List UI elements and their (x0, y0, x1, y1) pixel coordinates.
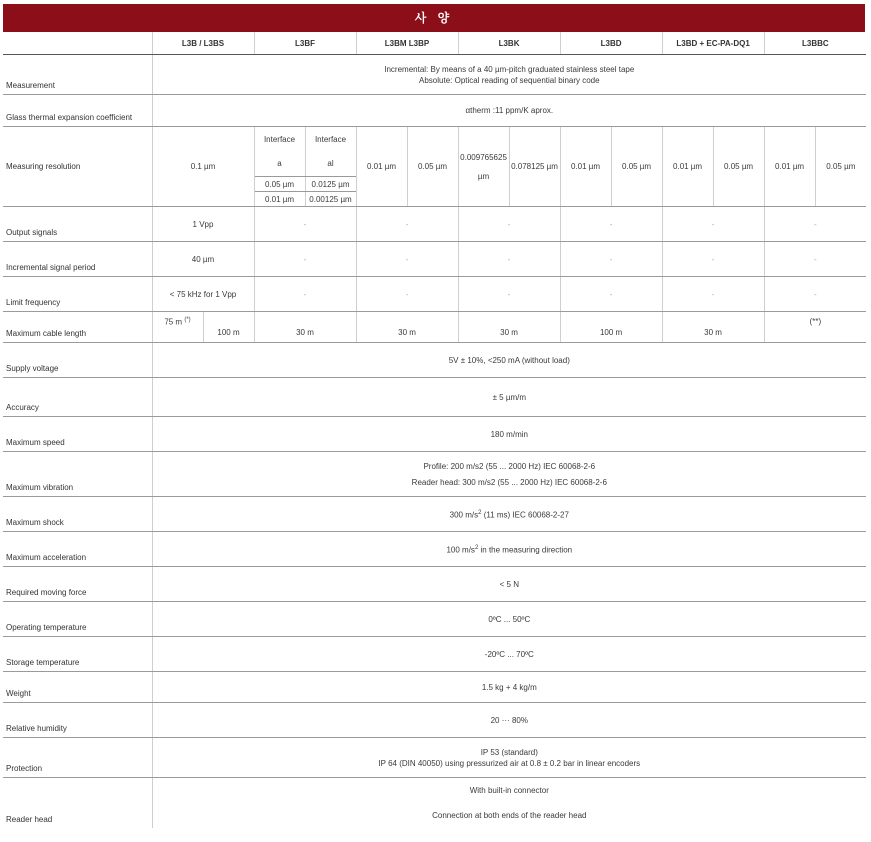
column-header-l3bf: L3BF (254, 32, 356, 55)
row-output (3, 207, 866, 242)
measurement-line-1: Incremental: By means of a 40 µm-pitch graduated stainless steel tape (384, 64, 635, 74)
output-l3b: 1 Vpp (152, 207, 254, 242)
row-label-reader: Reader head (3, 778, 152, 828)
row-label-humidity: Relative humidity (3, 703, 152, 738)
row-label-resolution: Measuring resolution (3, 127, 152, 207)
row-shock (3, 497, 866, 532)
cable-l3bm: 30 m (356, 312, 458, 343)
supply-value: 5V ± 10%, <250 mA (without load) (152, 343, 866, 378)
resolution-bbc-1: 0.01 µm (764, 127, 815, 207)
vibration-line-1: Profile: 200 m/s2 (55 ... 2000 Hz) IEC 60068-2-6 (423, 461, 596, 471)
row-cable (3, 312, 866, 343)
output-l3bk: - (458, 207, 560, 242)
cable-ec: 30 m (662, 312, 764, 343)
row-label-shock: Maximum shock (3, 497, 152, 532)
protection-value (152, 738, 866, 778)
freq-l3bd: - (560, 277, 662, 312)
freq-l3bk: - (458, 277, 560, 312)
row-label-accuracy: Accuracy (3, 378, 152, 417)
row-resolution-a (3, 127, 866, 152)
resolution-bbc-2: 0.05 µm (815, 127, 866, 207)
accuracy-value: ± 5 µm/m (152, 378, 866, 417)
cable-l3b-1-value: 75 m (164, 317, 183, 327)
resolution-l3bd-2: 0.05 µm (611, 127, 662, 207)
row-measurement (3, 55, 866, 95)
row-label-measurement: Measurement (3, 55, 152, 95)
interface-al-value-1: 0.0125 µm (305, 177, 356, 192)
force-value: < 5 N (152, 567, 866, 602)
accel-value (152, 532, 866, 567)
resolution-l3b: 0.1 µm (152, 127, 254, 207)
protection-line-2: IP 64 (DIN 40050) using pressurized air at 0.8 ± 0.2 bar in linear encoders (378, 758, 641, 768)
humidity-value: 20 ··· 80% (152, 703, 866, 738)
page-title: 사 양 (3, 4, 865, 32)
resolution-l3bk-2: 0.078125 µm (509, 127, 560, 207)
row-label-supply: Supply voltage (3, 343, 152, 378)
resolution-l3bk-1-unit: µm (477, 171, 490, 181)
freq-l3bf: - (254, 277, 356, 312)
column-header-l3bd: L3BD (560, 32, 662, 55)
row-force (3, 567, 866, 602)
row-label-weight: Weight (3, 672, 152, 703)
row-accuracy (3, 378, 866, 417)
spec-sheet (3, 0, 865, 828)
row-label-protection: Protection (3, 738, 152, 778)
measurement-line-2: Absolute: Optical reading of sequential binary code (419, 75, 600, 85)
interface-a-value-1: 0.05 µm (254, 177, 305, 192)
row-label-accel: Maximum acceleration (3, 532, 152, 567)
row-label-force: Required moving force (3, 567, 152, 602)
interface-al-header-1: Interface (305, 127, 356, 152)
freq-l3bm: - (356, 277, 458, 312)
shock-value-rest: (11 ms) IEC 60068-2-27 (481, 510, 569, 520)
interface-a-value-2: 0.01 µm (254, 192, 305, 207)
vibration-line-2: Reader head: 300 m/s2 (55 ... 2000 Hz) IEC 60068-2-6 (411, 477, 607, 487)
accel-value-rest: in the measuring direction (478, 545, 573, 555)
row-label-optemp: Operating temperature (3, 602, 152, 637)
resolution-l3bd-1: 0.01 µm (560, 127, 611, 207)
row-label-sttemp: Storage temperature (3, 637, 152, 672)
resolution-l3bm-1: 0.01 µm (356, 127, 407, 207)
column-header-l3bbc: L3BBC (764, 32, 866, 55)
interface-a-header-2: a (254, 152, 305, 177)
row-period (3, 242, 866, 277)
row-sttemp (3, 637, 866, 672)
row-optemp (3, 602, 866, 637)
column-header-l3b: L3B / L3BS (152, 32, 254, 55)
protection-line-1: IP 53 (standard) (480, 747, 538, 757)
shock-value (152, 497, 866, 532)
sttemp-value: -20ºC ... 70ºC (152, 637, 866, 672)
resolution-ec-2: 0.05 µm (713, 127, 764, 207)
freq-bbc: - (764, 277, 866, 312)
resolution-l3bk-1 (458, 127, 509, 207)
glass-value: αtherm :11 ppm/K aprox. (152, 95, 866, 127)
interface-a-header-1: Interface (254, 127, 305, 152)
row-supply (3, 343, 866, 378)
period-l3bd: - (560, 242, 662, 277)
weight-value: 1.5 kg + 4 kg/m (152, 672, 866, 703)
vibration-value (152, 452, 866, 497)
shock-value-exponent: 2 (478, 509, 482, 516)
row-humidity (3, 703, 866, 738)
row-weight (3, 672, 866, 703)
cable-bbc: (**) (764, 312, 866, 343)
row-label-output: Output signals (3, 207, 152, 242)
cable-l3bf: 30 m (254, 312, 356, 343)
reader-line-1: With built-in connector (469, 785, 549, 795)
period-ec: - (662, 242, 764, 277)
row-speed (3, 417, 866, 452)
row-freq (3, 277, 866, 312)
speed-value: 180 m/min (152, 417, 866, 452)
spec-table (3, 32, 866, 828)
row-label-glass: Glass thermal expansion coefficient (3, 95, 152, 127)
freq-ec: - (662, 277, 764, 312)
row-vibration (3, 452, 866, 497)
cable-l3b-1 (152, 312, 203, 343)
cable-l3b-2: 100 m (203, 312, 254, 343)
row-label-vibration: Maximum vibration (3, 452, 152, 497)
period-l3b: 40 µm (152, 242, 254, 277)
period-l3bf: - (254, 242, 356, 277)
header-corner (3, 32, 152, 55)
measurement-value (152, 55, 866, 95)
output-l3bm: - (356, 207, 458, 242)
column-header-row (3, 32, 866, 55)
resolution-l3bk-1-value: 0.009765625 (460, 152, 507, 162)
output-bbc: - (764, 207, 866, 242)
row-label-period: Incremental signal period (3, 242, 152, 277)
freq-l3b: < 75 kHz for 1 Vpp (152, 277, 254, 312)
output-l3bf: - (254, 207, 356, 242)
accel-value-main: 100 m/s (446, 545, 475, 555)
column-header-l3bk: L3BK (458, 32, 560, 55)
resolution-ec-1: 0.01 µm (662, 127, 713, 207)
row-label-freq: Limit frequency (3, 277, 152, 312)
period-bbc: - (764, 242, 866, 277)
row-label-cable: Maximum cable length (3, 312, 152, 343)
optemp-value: 0ºC ... 50ºC (152, 602, 866, 637)
accel-value-exponent: 2 (474, 544, 479, 551)
resolution-l3bm-2: 0.05 µm (407, 127, 458, 207)
cable-l3bk: 30 m (458, 312, 560, 343)
output-ec: - (662, 207, 764, 242)
row-accel (3, 532, 866, 567)
reader-value (152, 778, 866, 828)
reader-line-2: Connection at both ends of the reader head (432, 810, 587, 820)
row-glass (3, 95, 866, 127)
cable-l3bd: 100 m (560, 312, 662, 343)
row-protection (3, 738, 866, 778)
shock-value-main: 300 m/s (449, 510, 479, 520)
row-reader (3, 778, 866, 828)
period-l3bm: - (356, 242, 458, 277)
interface-al-value-2: 0.00125 µm (305, 192, 356, 207)
cable-l3b-1-mark: (*) (184, 317, 191, 323)
period-l3bk: - (458, 242, 560, 277)
column-header-l3bd-ec: L3BD + EC-PA-DQ1 (662, 32, 764, 55)
output-l3bd: - (560, 207, 662, 242)
column-header-l3bm: L3BM L3BP (356, 32, 458, 55)
interface-al-header-2: al (305, 152, 356, 177)
row-label-speed: Maximum speed (3, 417, 152, 452)
